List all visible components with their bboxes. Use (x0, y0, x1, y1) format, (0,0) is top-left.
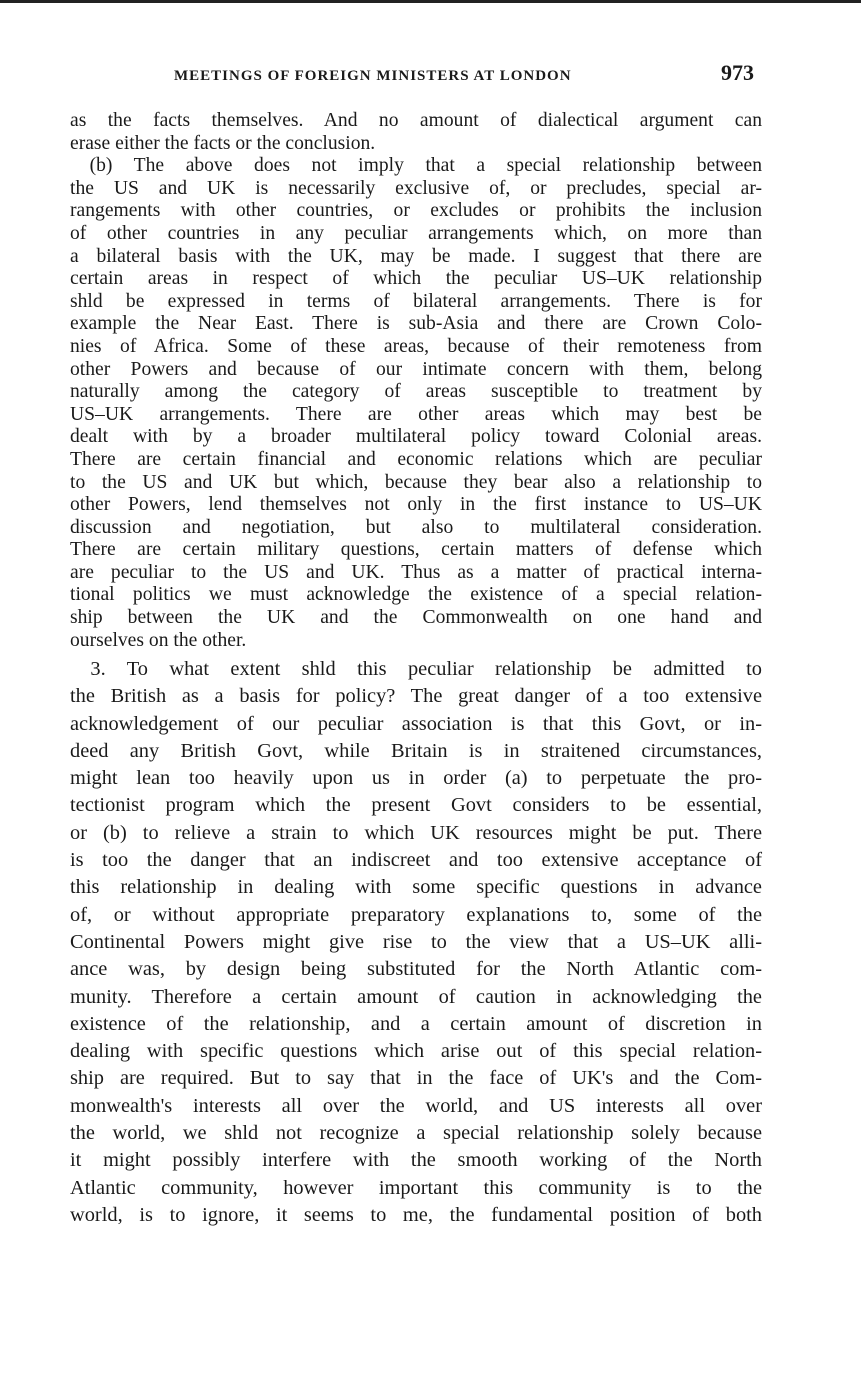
text-line: certain areas in respect of which the peculiar US–UK relationship (70, 268, 762, 290)
text-line: the British as a basis for policy? The great danger of a too extensive (70, 685, 762, 708)
text-line: Continental Powers might give rise to the view that a US–UK alli- (70, 930, 762, 953)
paragraph-block-b (70, 110, 762, 652)
text-line: as the facts themselves. And no amount of dialectical argument can (70, 110, 762, 131)
text-line: ship are required. But to say that in the face of UK's and the Com- (70, 1067, 762, 1090)
page-number: 973 (721, 60, 754, 85)
text-line: a bilateral basis with the UK, may be made. I suggest that there are (70, 245, 762, 267)
text-line: existence of the relationship, and a certain amount of discretion in (70, 1012, 762, 1035)
text-line: rangements with other countries, or excludes or prohibits the inclusion (70, 200, 762, 222)
text-line: acknowledgement of our peculiar association is that this Govt, or in- (70, 712, 762, 735)
text-line: other Powers and because of our intimate concern with them, belong (70, 358, 762, 380)
text-line: tectionist program which the present Govt considers to be essential, (70, 794, 762, 817)
text-line: nies of Africa. Some of these areas, because of their remoteness from (70, 335, 762, 357)
text-line: or (b) to relieve a strain to which UK resources might be put. There (70, 821, 762, 844)
text-line: dealt with by a broader multilateral policy toward Colonial areas. (70, 426, 762, 448)
text-line: Atlantic community, however important this community is to the (70, 1176, 762, 1199)
text-line: 3. To what extent shld this peculiar relationship be admitted to (70, 658, 762, 680)
text-line: example the Near East. There is sub-Asia and there are Crown Colo- (70, 313, 762, 335)
text-line: erase either the facts or the conclusion. (70, 132, 376, 154)
text-line: There are certain military questions, certain matters of defense which (70, 539, 762, 561)
text-line: is too the danger that an indiscreet and too extensive acceptance of (70, 849, 762, 872)
text-line: are peculiar to the US and UK. Thus as a matter of practical interna- (70, 561, 762, 583)
text-line: US–UK arrangements. There are other areas which may best be (70, 403, 762, 425)
text-line: There are certain financial and economic relations which are peculiar (70, 448, 762, 470)
text-line: discussion and negotiation, but also to multilateral consideration. (70, 516, 762, 538)
text-line: ship between the UK and the Commonwealth on one hand and (70, 607, 762, 629)
text-line: munity. Therefore a certain amount of caution in acknowledging the (70, 985, 762, 1008)
text-line: this relationship in dealing with some specific questions in advance (70, 876, 762, 899)
text-line: naturally among the category of areas susceptible to treatment by (70, 381, 762, 403)
text-line: other Powers, lend themselves not only in the first instance to US–UK (70, 494, 762, 516)
text-line: ourselves on the other. (70, 629, 247, 651)
text-line: ance was, by design being substituted for the North Atlantic com- (70, 958, 762, 981)
text-line: world, is to ignore, it seems to me, the fundamental position of both (70, 1203, 762, 1226)
page-header (70, 60, 760, 94)
text-line: of, or without appropriate preparatory explanations to, some of the (70, 903, 762, 926)
text-line: deed any British Govt, while Britain is in straitened circumstances, (70, 739, 762, 762)
text-line: dealing with specific questions which arise out of this special relation- (70, 1040, 762, 1063)
text-line: tional politics we must acknowledge the existence of a special relation- (70, 584, 762, 606)
text-line: might lean too heavily upon us in order (a) to perpetuate the pro- (70, 767, 762, 790)
paragraph-block-3 (70, 656, 762, 1229)
text-line: to the US and UK but which, because they bear also a relationship to (70, 471, 762, 493)
text-line: monwealth's interests all over the world, and US interests all over (70, 1094, 762, 1117)
text-line: the world, we shld not recognize a special relationship solely because (70, 1122, 762, 1145)
text-line: (b) The above does not imply that a special relationship between (70, 155, 762, 177)
running-head: MEETINGS OF FOREIGN MINISTERS AT LONDON (174, 68, 572, 84)
text-line: shld be expressed in terms of bilateral arrangements. There is for (70, 290, 762, 312)
text-line: it might possibly interfere with the smooth working of the North (70, 1149, 762, 1172)
top-rule (0, 0, 861, 3)
text-line: the US and UK is necessarily exclusive of, or precludes, special ar- (70, 177, 762, 199)
text-line: of other countries in any peculiar arrangements which, on more than (70, 222, 762, 244)
